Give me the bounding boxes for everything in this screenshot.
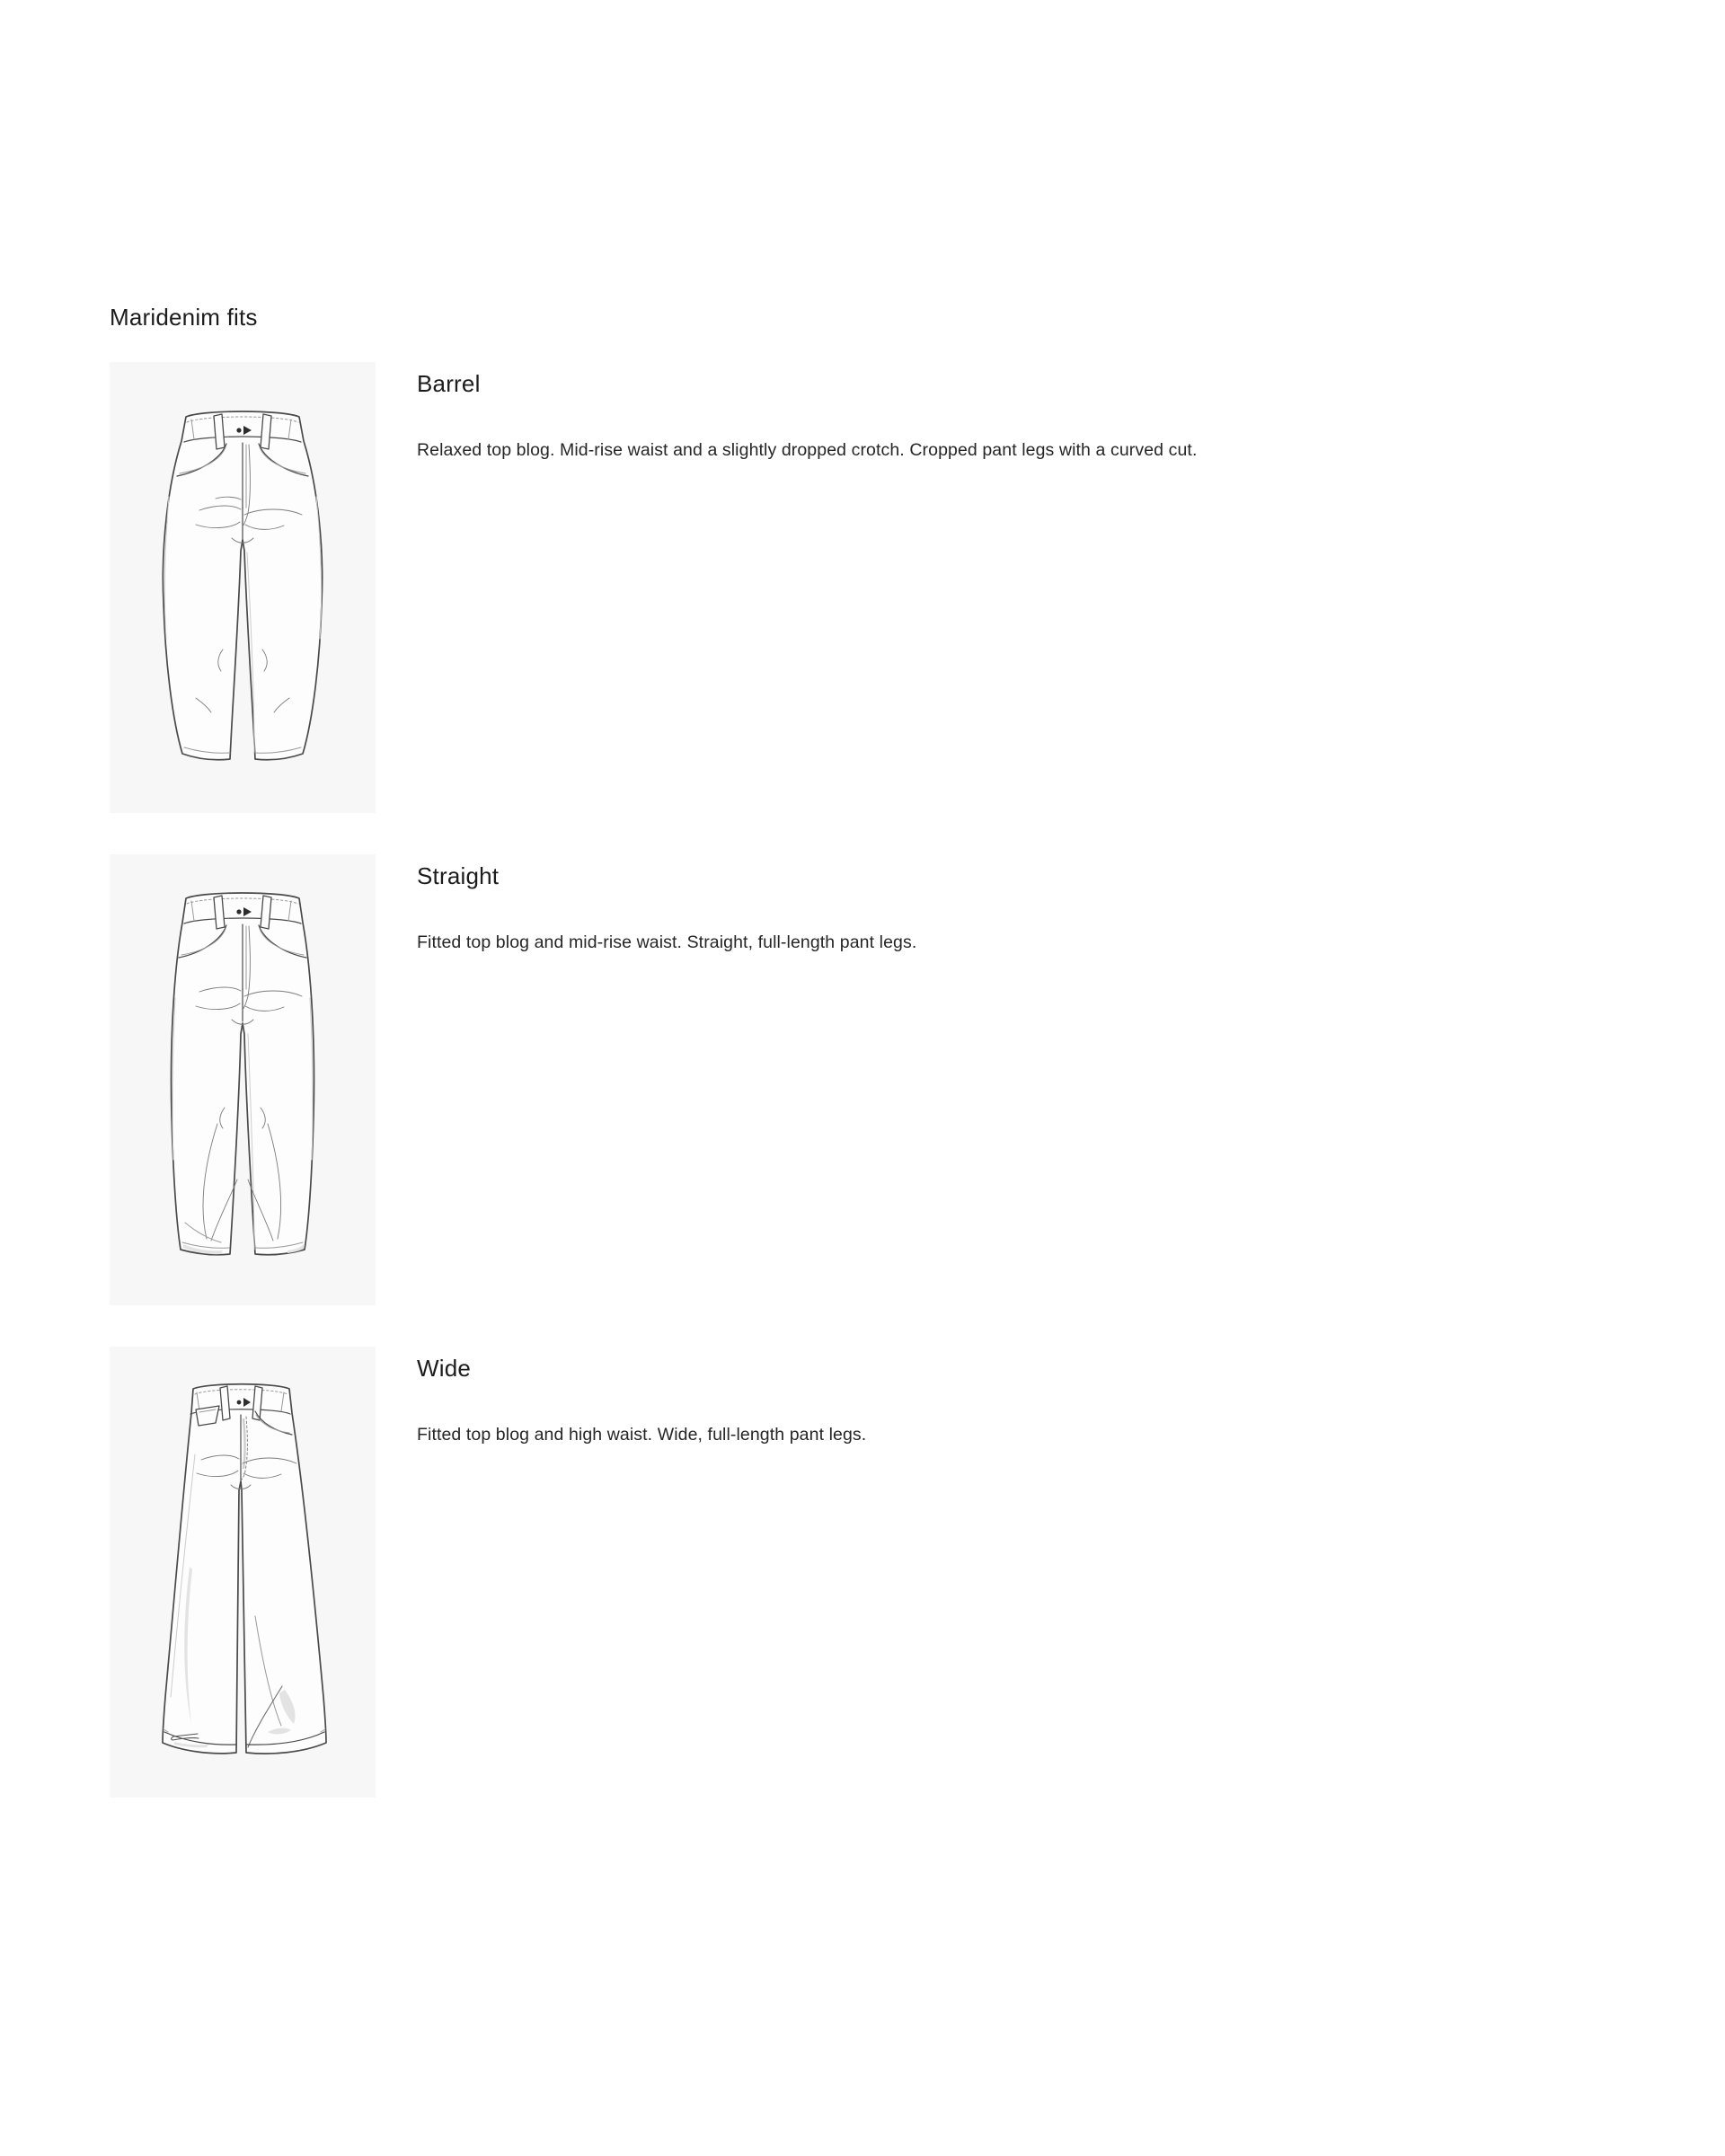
wide-jeans-sketch [163, 1384, 326, 1754]
wide-jeans-illustration [110, 1347, 376, 1798]
fit-description-wide: Fitted top blog and high waist. Wide, full-length pant legs. [417, 1425, 867, 1445]
fit-name-straight: Straight [417, 862, 500, 889]
fit-text-barrel [417, 362, 1197, 462]
fit-row-wide [110, 1347, 1673, 1798]
fit-row-barrel [110, 362, 1673, 813]
page-title: Maridenim fits [110, 304, 258, 331]
wide-fit-card [110, 1347, 376, 1798]
straight-fit-card [110, 854, 376, 1305]
fit-description-barrel: Relaxed top blog. Mid-rise waist and a slightly dropped crotch. Cropped pant legs with a curved cut. [417, 440, 1198, 460]
fit-text-wide [417, 1347, 866, 1446]
straight-jeans-sketch [172, 893, 314, 1255]
barrel-fit-card [110, 362, 376, 813]
barrel-jeans-sketch [163, 411, 322, 760]
fit-guide-content [110, 304, 1673, 1839]
barrel-jeans-illustration [110, 362, 376, 813]
fit-text-straight [417, 854, 916, 954]
fit-row-straight [110, 854, 1673, 1305]
fit-name-wide: Wide [417, 1355, 472, 1382]
straight-jeans-illustration [110, 854, 376, 1305]
fit-name-barrel: Barrel [417, 370, 481, 397]
fit-description-straight: Fitted top blog and mid-rise waist. Straight, full-length pant legs. [417, 932, 917, 952]
